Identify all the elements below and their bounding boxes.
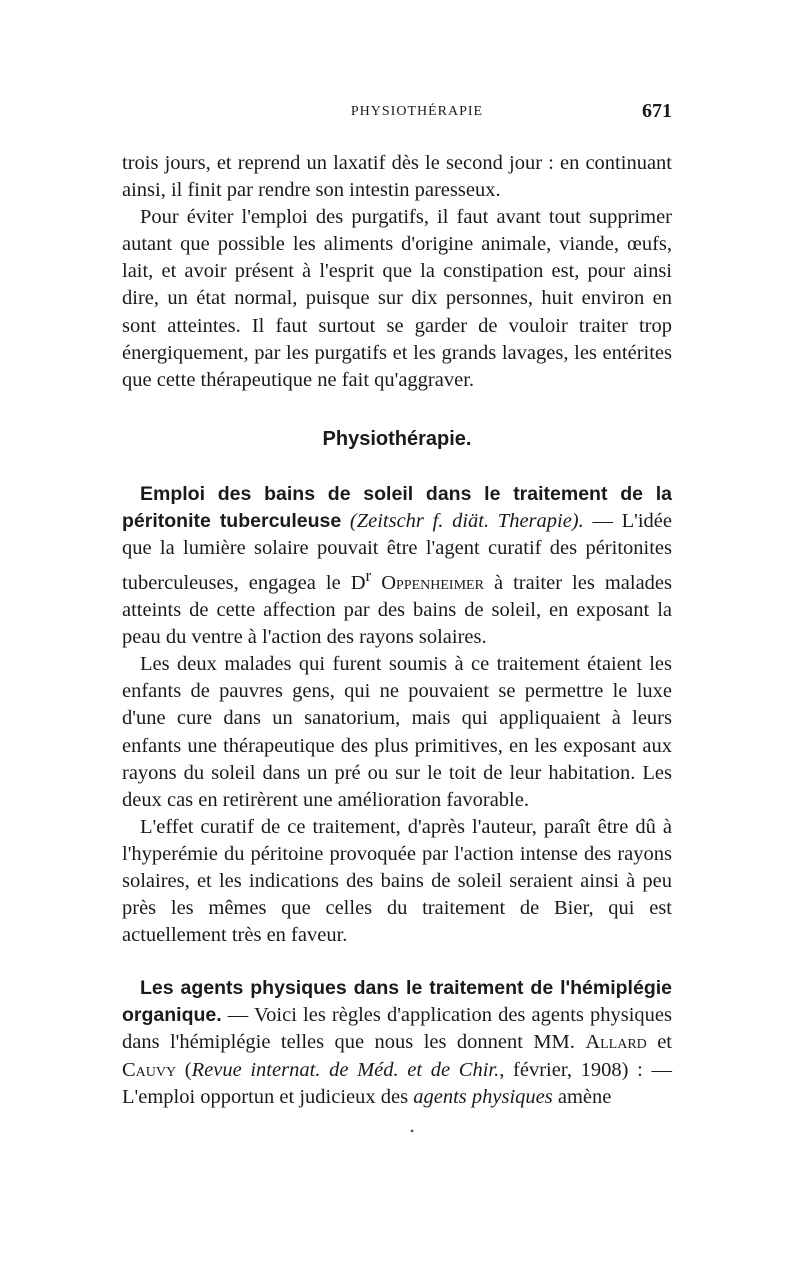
author-cauvy: Cauvy — [122, 1058, 177, 1081]
page-number: 671 — [642, 100, 672, 122]
article-hemiplegia-text-b: — L'emploi opportun et judicieux des — [122, 1058, 673, 1108]
article-sun-baths-text-a: — L'idée que la lumière solaire pouvait être l'agent curatif des péritonites tuberculeuses, engagea le D — [122, 509, 672, 594]
article-hemiplegia-source-open: ( — [176, 1058, 192, 1081]
article-sun-baths-title: Emploi des bains de soleil dans le traitement de la péritonite tuberculeuse — [122, 482, 672, 532]
article-sun-baths-paragraph-3: L'effet curatif de ce traitement, d'après l'auteur, paraît être dû à l'hyperémie du péritoine provoquée par l'action intense des rayons solaires, et les indications des bains de soleil seraient ainsi à peu près les mêmes que celles du traitement de Bier, qui est actuellement très en faveur. — [122, 815, 672, 947]
footer-mark: • — [410, 1124, 415, 1138]
article-sun-baths-text-b: à traiter les malades atteints de cette affection par des bains de soleil, en exposant la peau du ventre à l'action des rayons solaires. — [122, 571, 672, 649]
page-body — [122, 150, 672, 1111]
doctor-superscript: r — [365, 566, 372, 586]
article-hemiplegia-text-c: amène — [552, 1085, 612, 1108]
page-header — [122, 100, 672, 130]
article-hemiplegia-lead — [122, 975, 672, 1110]
article-hemiplegia-between: et — [646, 1031, 673, 1054]
intro-paragraph-2: Pour éviter l'emploi des purgatifs, il faut avant tout supprimer autant que possible les aliments d'origine animale, viande, œufs, lait, et avoir présent à l'esprit que la constipation est, pour ainsi dire, un état normal, puisque sur dix personnes, huit environ en sont atteintes. Il faut surtout se garder de vouloir traiter trop énergiquement, par les purgatifs et les grands lavages, les entérites que cette thérapeutique ne fait qu'aggraver. — [122, 206, 672, 391]
article-hemiplegia-emphasis: agents physiques — [413, 1085, 553, 1108]
article-sun-baths-paragraph-2: Les deux malades qui furent soumis à ce traitement étaient les enfants de pauvres gens, qui ne pouvaient se permettre le luxe d'une cure dans un sanatorium, mais qui appliquaient à leurs enfants une thérapeutique des plus primitives, en les exposant aux rayons du soleil dans un pré ou sur le toit de leur habitation. Les deux cas en retirèrent une amélioration favorable. — [122, 653, 672, 811]
article-sun-baths — [122, 481, 672, 949]
section-heading: Physiothérapie. — [322, 427, 472, 450]
article-hemiplegia-source-date: , février, 1908) : — [499, 1058, 643, 1081]
article-sun-baths-source: (Zeitschr f. diät. Therapie). — [349, 509, 584, 532]
article-hemiplegia-title: Les agents physiques dans le traitement de l'hémiplégie organique. — [122, 977, 672, 1027]
article-hemiplegia — [122, 975, 672, 1110]
intro-paragraph-1: trois jours, et reprend un laxatif dès le second jour : en continuant ainsi, il finit par rendre son intestin paresseux. — [122, 152, 672, 202]
article-sun-baths-lead — [122, 481, 672, 651]
article-hemiplegia-source: Revue internat. de Méd. et de Chir. — [191, 1058, 500, 1081]
author-allard: Allard — [585, 1031, 647, 1054]
article-hemiplegia-text-a: — Voici les règles d'application des agents physiques dans l'hémiplégie telles que nous les donnent MM. — [122, 1004, 672, 1054]
running-title: PHYSIOTHÉRAPIE — [350, 104, 484, 119]
doctor-name: Oppenheimer — [381, 571, 484, 594]
